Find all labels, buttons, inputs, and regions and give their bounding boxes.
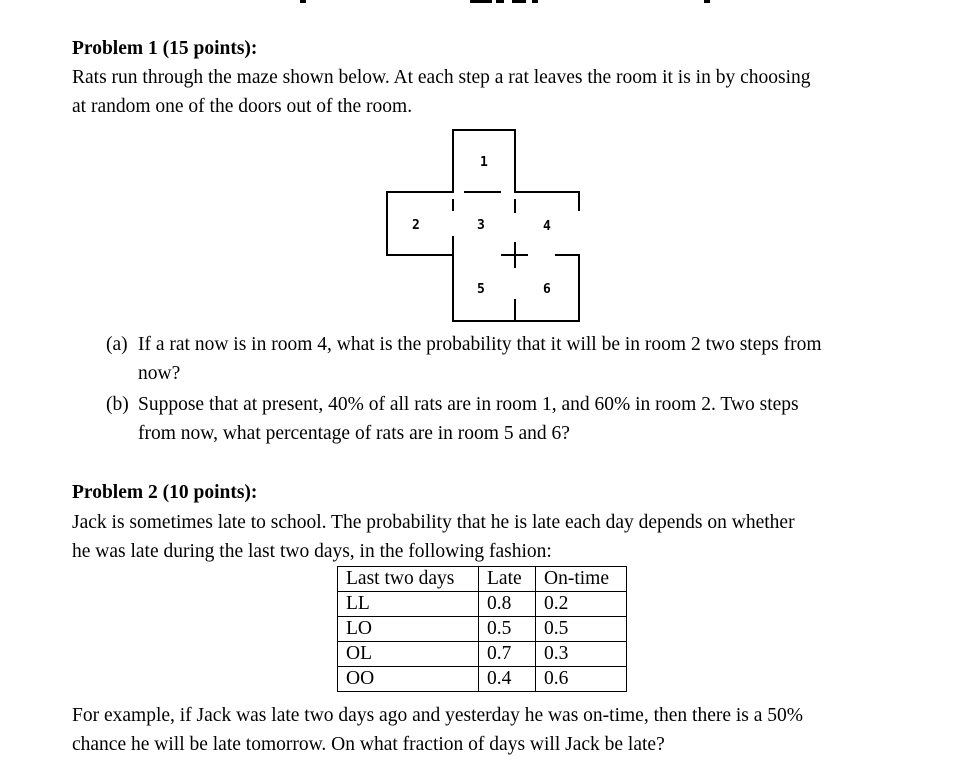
problem2-heading: Problem 2 (10 points): [72,482,258,503]
maze-room-label-3: 3 [477,218,485,233]
part-b-label: (b) [106,394,129,415]
table-header-cell: On-time [536,567,627,592]
table-cell: 0.4 [479,667,536,692]
maze-room-label-4: 4 [543,219,551,234]
lateness-table [337,566,627,692]
maze-room2-walls [387,192,453,255]
problem1-intro-line2: at random one of the doors out of the room. [72,96,413,117]
part-b-line1: Suppose that at present, 40% of all rats are in room 1, and 60% in room 2. Two steps [138,394,799,415]
table-row [338,642,627,667]
part-b-line2: from now, what percentage of rats are in room 5 and 6? [138,423,570,444]
table-header-cell: Late [479,567,536,592]
problem2-outro-line2: chance he will be late tomorrow. On what fraction of days will Jack be late? [72,734,665,755]
table-cell: OL [338,642,479,667]
problem2-outro-line1: For example, if Jack was late two days ago and yesterday he was on-time, then there is a 50% [72,705,804,726]
maze-room4-walls [515,192,579,210]
problem1-heading: Problem 1 (15 points): [72,38,258,59]
part-a-label: (a) [106,334,128,355]
table-cell: OO [338,667,479,692]
table-cell: 0.5 [479,617,536,642]
part-a-line2: now? [138,363,181,384]
cropped-text-glyphs [300,0,720,3]
table-row [338,592,627,617]
table-header-row [338,567,627,592]
table-cell: 0.6 [536,667,627,692]
table-row [338,667,627,692]
maze-room-label-1: 1 [480,155,488,170]
table-cell: LL [338,592,479,617]
table-header-cell: Last two days [338,567,479,592]
table-row [338,617,627,642]
part-a-line1: If a rat now is in room 4, what is the probability that it will be in room 2 two steps from [138,334,822,355]
cropped-text-fragment [300,0,720,3]
maze-room-label-5: 5 [477,282,485,297]
maze-room-label-6: 6 [543,282,551,297]
table-cell: LO [338,617,479,642]
problem1-intro-line1: Rats run through the maze shown below. At each step a rat leaves the room it is in by choosing [72,67,811,88]
problem2-intro-line1: Jack is sometimes late to school. The probability that he is late each day depends on whether [72,512,795,533]
problem2-intro-line2: he was late during the last two days, in the following fashion: [72,541,552,562]
table-cell: 0.5 [536,617,627,642]
maze-diagram [380,125,590,330]
table-cell: 0.3 [536,642,627,667]
table-cell: 0.2 [536,592,627,617]
table-cell: 0.7 [479,642,536,667]
maze-room-label-2: 2 [412,218,420,233]
table-cell: 0.8 [479,592,536,617]
